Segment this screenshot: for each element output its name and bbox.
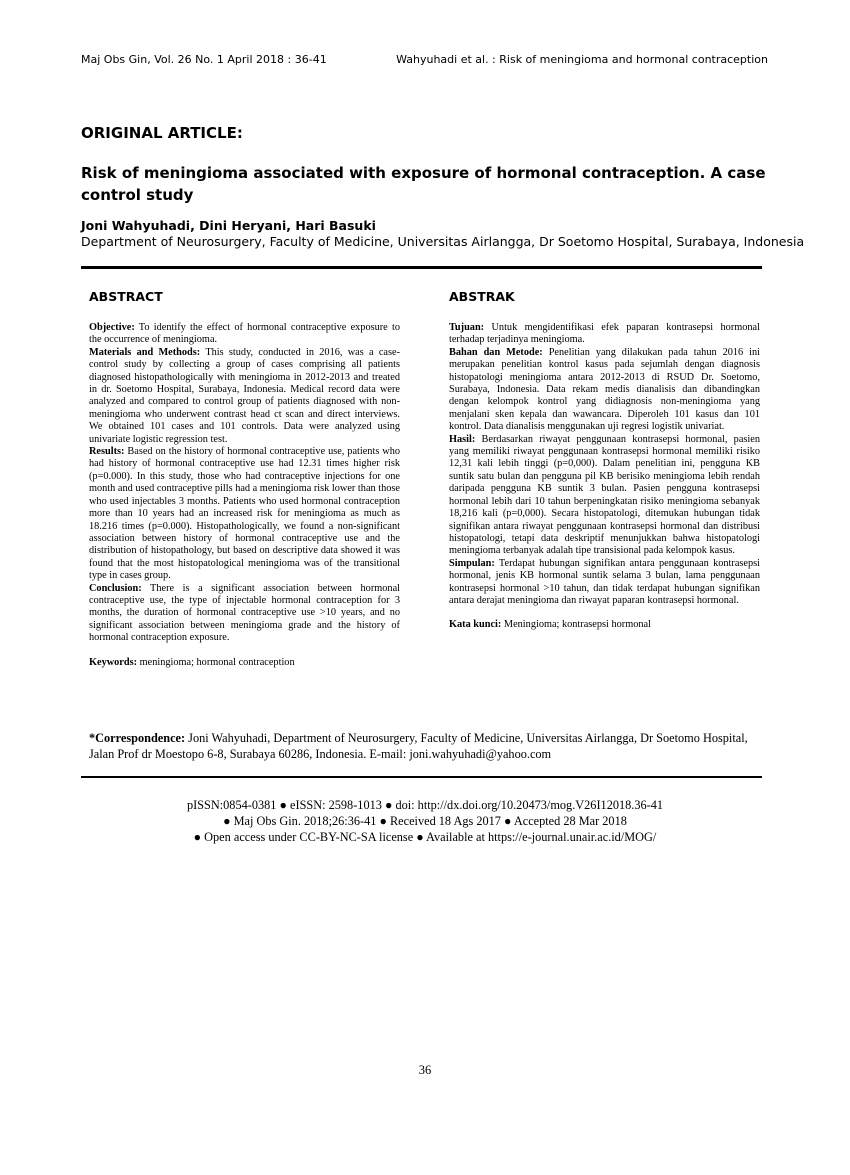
correspondence-text: Joni Wahyuhadi, Department of Neurosurgery, Faculty of Medicine, Universitas Airlangga, Dr Soetomo Hospital, Jalan Prof dr Moestopo 6-8, Surabaya 60286, Indonesia. E-mail: joni.wahyuhadi@yahoo.com [89,731,748,761]
running-header-right: Wahyuhadi et al. : Risk of meningioma and hormonal contraception [396,53,768,66]
correspondence-note [89,731,754,762]
results-label: Results: [89,446,125,458]
abstract-column-indonesian [449,289,760,632]
hasil-label: Hasil: [449,433,476,445]
abstract-heading: ABSTRACT [89,289,163,304]
abstrak-metode [449,347,760,434]
abstract-methods [89,347,400,446]
tujuan-text: Untuk mengidentifikasi efek paparan kontrasepsi hormonal terhadap terjadinya meningioma. [449,322,760,346]
results-text: Based on the history of hormonal contraceptive use, patients who had history of hormonal contraceptive use had 12.31 times higher risk (p=0.000). In this study, those who had contraceptive injections for one month and used contraceptive pills had a meningioma risk lower than those who used injectables 3 months. Patients who used hormonal contraception more than 10 years had an increased risk for meningioma as much as 18.216 times (p=0.000). Histopathologically, we found a non-significant association between history of hormonal contraceptive use and the distribution of histopathology, but based on descriptive data showed it was found that the most histopatological meningioma was of the transitional type in cases group. [89,446,400,582]
abstrak-simpulan [449,558,760,608]
keywords-label: Keywords: [89,656,138,668]
abstract-conclusion [89,583,400,645]
article-title: Risk of meningioma associated with exposure of hormonal contraception. A case control study [81,164,766,204]
tujuan-label: Tujuan: [449,322,485,333]
abstract-objective [89,322,400,347]
methods-label: Materials and Methods: [89,346,201,358]
page-number: 36 [418,1063,432,1077]
abstrak-tujuan [449,322,760,347]
hasil-text: Berdasarkan riwayat penggunaan kontrasepsi hormonal, pasien yang memiliki riwayat penggunaan kontrasepsi hormonal memiliki risiko 12,31 kali lebih tinggi (p=0,000). Dalam penelitian ini, pengguna KB suntik satu bulan dan pengguna pil KB berisiko meningioma lebih rendah daripada pengguna KB suntik 3 bulan. Pasien pengguna kontrasepsi hormonal lebih dari 10 tahun berpeningkatan risiko meningioma sebanyak 18,216 kali (p=0,000). Secara histopatologi, ditemukan hubungan tidak signifikan antara riwayat penggunaan kontrasepsi hormonal dan distribusi histopatologi, tetapi data deskriptif menunjukkan bahwa histopatologi meningioma terbanyak adalah tipe transisional pada kelompok kasus. [449,433,760,557]
article-type-label: ORIGINAL ARTICLE: [81,124,243,142]
abstrak-kata-kunci [449,619,760,631]
simpulan-label: Simpulan: [449,557,495,569]
objective-label: Objective: [89,322,135,333]
publication-info [0,797,850,845]
author-list: Joni Wahyuhadi, Dini Heryani, Hari Basuki [81,218,376,233]
publication-info-line-3: ● Open access under CC-BY-NC-SA license ● Available at https://e-journal.unair.ac.id/MOG/ [193,830,657,844]
metode-text: Penelitian yang dilakukan pada tahun 2016 ini merupakan penelitian kontrol kasus pada sejumlah dengan diagnosis histopatologi meningioma antara 2012-2013 di RSUD Dr. Soetomo, Surabaya, Indonesia. Data rekam medis dianalisis dan dibandingkan dengan kelompok kontrol yang didiagnosis non-meningioma yang menjalani sken kepala dan wawancara. Diperoleh 101 kasus dan 101 kontrol. Data dianalisis menggunakan uji regresi logistik univariat. [449,346,760,433]
kata-kunci-label: Kata kunci: [449,619,502,631]
metode-label: Bahan dan Metode: [449,346,543,358]
keywords-text: meningioma; hormonal contraception [137,656,295,668]
author-affiliation: Department of Neurosurgery, Faculty of Medicine, Universitas Airlangga, Dr Soetomo Hospital, Surabaya, Indonesia [81,234,805,249]
abstract-results [89,446,400,582]
objective-text: To identify the effect of hormonal contraceptive exposure to the occurrence of meningioma. [89,322,400,346]
conclusion-label: Conclusion: [89,582,142,594]
abstrak-hasil [449,434,760,558]
top-divider [81,266,762,269]
abstract-keywords [89,657,400,669]
bottom-divider [81,776,762,778]
publication-info-line-1: pISSN:0854-0381 ● eISSN: 2598-1013 ● doi: http://dx.doi.org/10.20473/mog.V26I12018.36-41 [186,798,664,812]
correspondence-label: *Correspondence: [89,731,186,745]
abstract-column-english [89,289,400,669]
kata-kunci-text: Meningioma; kontrasepsi hormonal [501,619,651,631]
publication-info-line-2: ● Maj Obs Gin. 2018;26:36-41 ● Received 18 Ags 2017 ● Accepted 28 Mar 2018 [223,814,627,828]
methods-text: This study, conducted in 2016, was a case-control study by collecting a group of cases comprising all patients diagnosed histopathologically with meningioma in 2012-2013 and treated in dr. Soetomo Hospital, Surabaya, Indonesia. Medical record data were analyzed and compared to control group of patients diagnosed with non-meningioma who underwent contrast head ct scan and direct interviews. We obtained 101 cases and 101 controls. Data were analyzed using univariate logistic regression test. [89,346,401,445]
simpulan-text: Terdapat hubungan signifikan antara penggunaan kontrasepsi hormonal, jenis KB hormonal suntik selama 3 bulan, lama penggunaan kontrasepsi hormonal >10 tahun, dan tidak terdapat hubungan signifikan antara derajat meningioma dan riwayat paparan kontrasepsi hormonal. [449,557,760,606]
running-header-left: Maj Obs Gin, Vol. 26 No. 1 April 2018 : 36-41 [81,53,327,66]
conclusion-text: There is a significant association between hormonal contraceptive use, the type of injectable hormonal contraception for 3 months, the duration of hormonal contraceptive use >10 years, and no significant association between meningioma grade and the history of hormonal contraception exposure. [89,582,400,644]
abstrak-heading: ABSTRAK [449,289,515,304]
